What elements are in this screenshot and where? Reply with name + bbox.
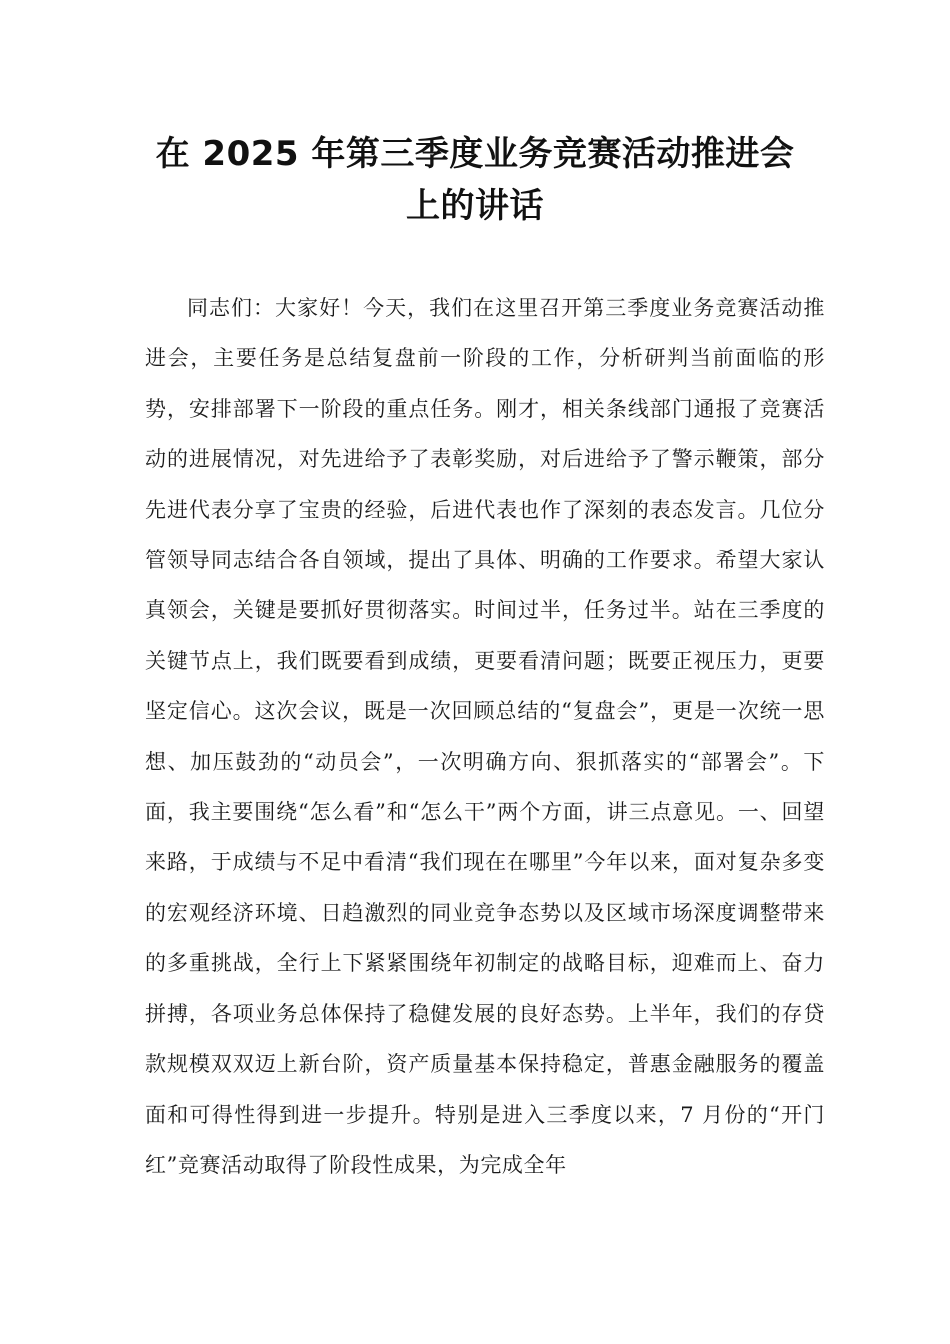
speech-body-paragraph: 同志们：大家好！今天，我们在这里召开第三季度业务竞赛活动推进会，主要任务是总结复盘前一阶段的工作，分析研判当前面临的形势，安排部署下一阶段的重点任务。刚才，相关条线部门通报了竞赛活动的进展情况，对先进给予了表彰奖励，对后进给予了警示鞭策，部分先进代表分享了宝贵的经验，后进代表也作了深刻的表态发言。几位分管领导同志结合各自领域，提出了具体、明确的工作要求。希望大家认真领会，关键是要抓好贯彻落实。时间过半，任务过半。站在三季度的关键节点上，我们既要看到成绩，更要看清问题；既要正视压力，更要坚定信心。这次会议，既是一次回顾总结的“复盘会”，更是一次统一思想、加压鼓劲的“动员会”，一次明确方向、狠抓落实的“部署会”。下面，我主要围绕“怎么看”和“怎么干”两个方面，讲三点意见。一、回望来路，于成绩与不足中看清“我们现在在哪里”今年以来，面对复杂多变的宏观经济环境、日趋激烈的同业竞争态势以及区域市场深度调整带来的多重挑战，全行上下紧紧围绕年初制定的战略目标，迎难而上、奋力拼搏，各项业务总体保持了稳健发展的良好态势。上半年，我们的存贷款规模双双迈上新台阶，资产质量基本保持稳定，普惠金融服务的覆盖面和可得性得到进一步提升。特别是进入三季度以来，7 月份的“开门红”竞赛活动取得了阶段性成果，为完成全年: [145, 296, 825, 1177]
document-title: 在 2025 年第三季度业务竞赛活动推进会上的讲话: [155, 134, 795, 226]
